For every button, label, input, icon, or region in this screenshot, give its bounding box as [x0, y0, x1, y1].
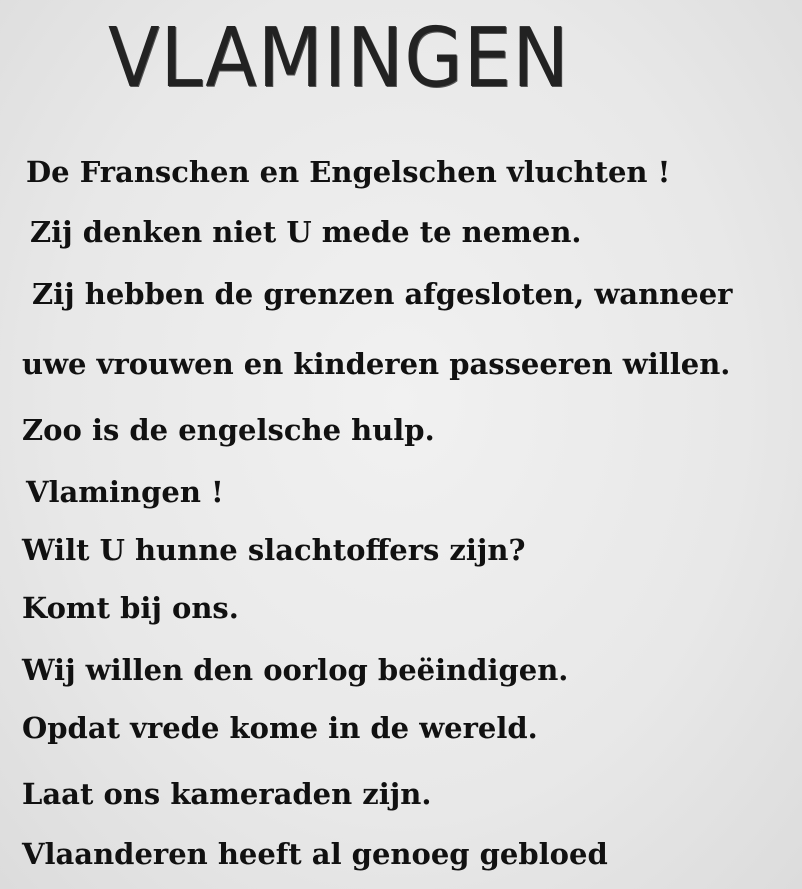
text-line-3: Zij hebben de grenzen afgesloten, wanneer [32, 277, 733, 311]
leaflet-title: VLAMINGEN [108, 11, 570, 106]
text-line-6: Vlamingen ! [26, 475, 224, 509]
text-line-4: uwe vrouwen en kinderen passeeren willen. [22, 347, 731, 381]
text-line-8: Komt bij ons. [22, 591, 239, 625]
text-line-2: Zij denken niet U mede te nemen. [30, 215, 582, 249]
text-line-12: Vlaanderen heeft al genoeg gebloed [22, 837, 608, 871]
text-line-5: Zoo is de engelsche hulp. [22, 413, 435, 447]
text-line-7: Wilt U hunne slachtoffers zijn? [22, 533, 526, 567]
text-line-9: Wij willen den oorlog beëindigen. [22, 653, 569, 687]
text-line-10: Opdat vrede kome in de wereld. [22, 711, 538, 745]
text-line-11: Laat ons kameraden zijn. [22, 777, 432, 811]
text-line-1: De Franschen en Engelschen vluchten ! [26, 155, 671, 189]
